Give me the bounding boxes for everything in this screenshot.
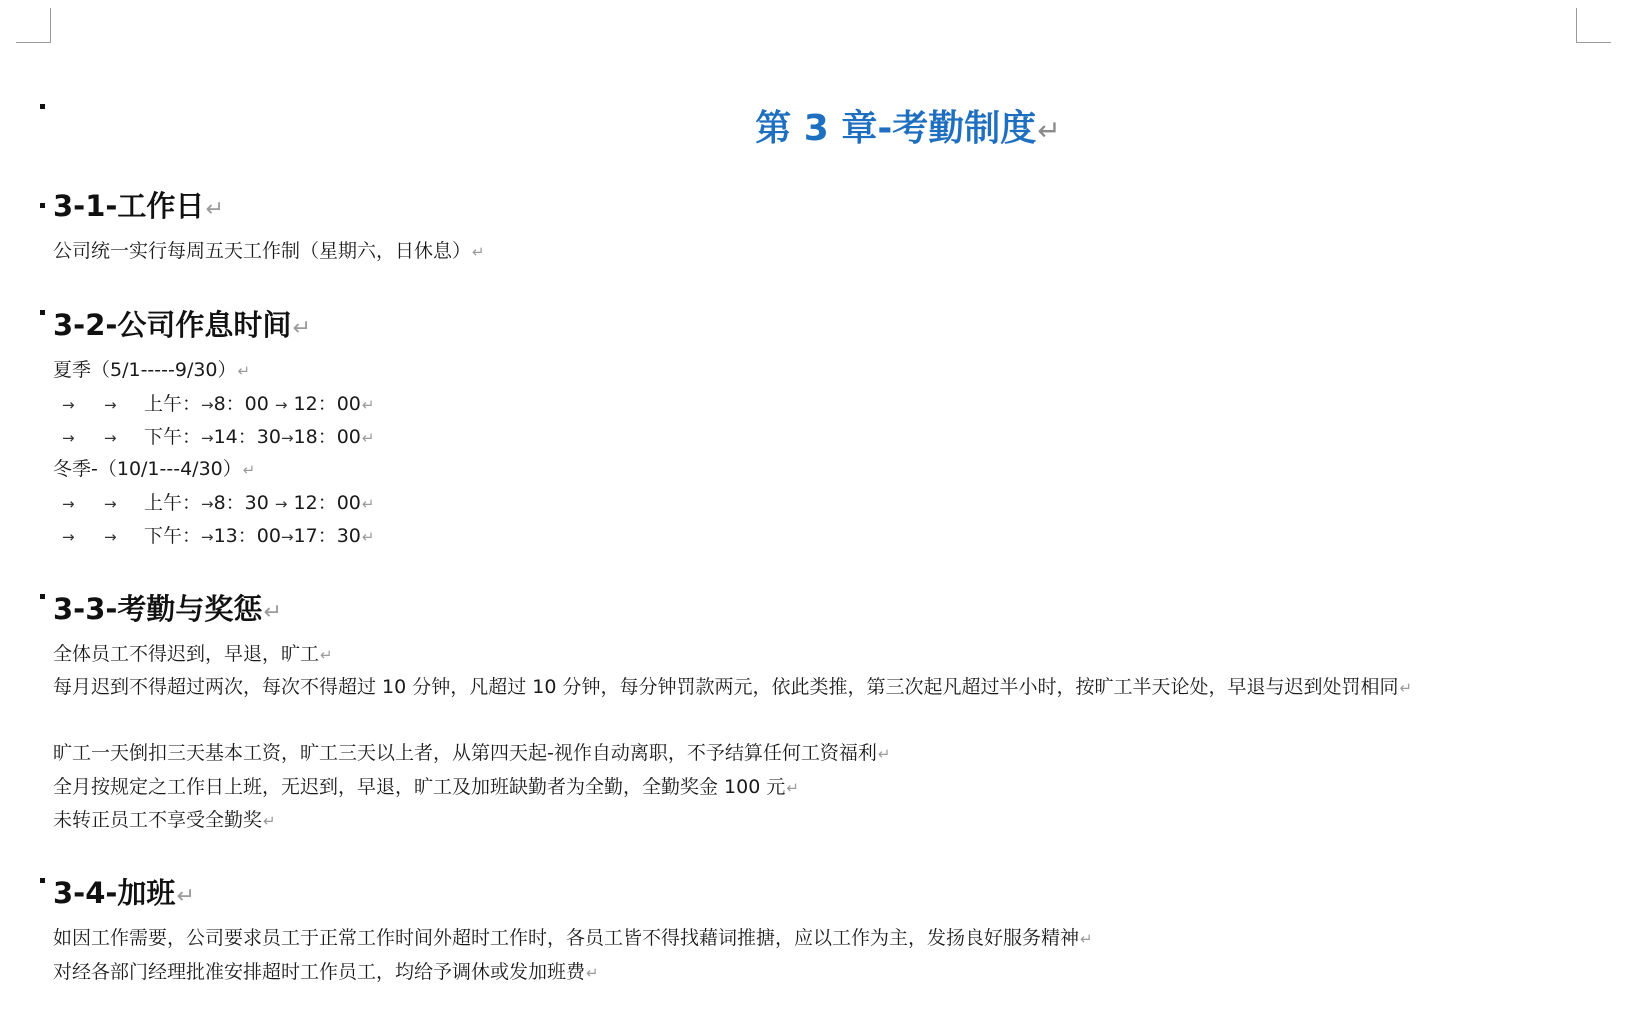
schedule-season-label[interactable]: 夏季（5/1-----9/30）↵ [53,359,251,381]
schedule-row[interactable]: → → 上午：→8：00 → 12：00↵ [62,387,374,422]
crop-mark-top-right [1576,8,1611,43]
paragraph-mark-icon: ↵ [1399,679,1413,697]
tab-arrow-icon: → [62,528,75,546]
body-line[interactable]: 未转正员工不享受全勤奖↵ [53,809,276,831]
tab-arrow-icon: → [274,495,288,513]
body-line[interactable]: 全体员工不得迟到，早退，旷工↵ [53,643,333,665]
paragraph-mark-icon: ↵ [786,779,799,797]
paragraph-mark-icon: ↵ [877,745,891,763]
paragraph-bullet [40,594,45,599]
section-heading[interactable]: 3-1-工作日↵ [53,189,224,223]
paragraph-mark-icon: ↵ [263,600,282,625]
tab-arrow-icon: → [201,429,214,447]
tab-arrow-icon: → [62,429,75,447]
paragraph-mark-icon: ↵ [242,461,256,479]
tab-arrow-icon: → [104,396,117,414]
tab-arrow-icon: → [104,429,117,447]
body-line[interactable]: 旷工一天倒扣三天基本工资，旷工三天以上者，从第四天起-视作自动离职，不予结算任何工资福利↵ [53,742,891,764]
paragraph-mark-icon: ↵ [586,964,599,982]
tab-arrow-icon: → [201,528,214,546]
section-heading[interactable]: 3-3-考勤与奖惩↵ [53,592,282,626]
tab-arrow-icon: → [201,396,214,414]
paragraph-mark-icon: ↵ [361,396,375,414]
tab-arrow-icon: → [280,429,294,447]
section-heading[interactable]: 3-2-公司作息时间↵ [53,308,311,342]
schedule-row[interactable]: → → 上午：→8：30 → 12：00↵ [62,486,374,521]
paragraph-mark-icon: ↵ [1037,114,1061,147]
paragraph-mark-icon: ↵ [361,429,375,447]
tab-arrow-icon: → [104,495,117,513]
body-line[interactable]: 对经各部门经理批准安排超时工作员工，均给予调休或发加班费↵ [53,961,599,983]
body-line[interactable]: 每月迟到不得超过两次，每次不得超过 10 分钟，凡超过 10 分钟，每分钟罚款两元，依此类推，第三次起凡超过半小时，按旷工半天论处，早退与迟到处罚相同↵ [53,676,1413,698]
paragraph-mark-icon: ↵ [205,197,224,222]
schedule-season-label[interactable]: 冬季-（10/1---4/30）↵ [53,458,256,480]
section-heading[interactable]: 3-4-加班↵ [53,876,195,910]
schedule-row[interactable]: → → 下午：→14：30→18：00↵ [62,420,374,455]
tab-arrow-icon: → [62,495,75,513]
paragraph-mark-icon: ↵ [361,495,375,513]
tab-arrow-icon: → [62,396,75,414]
paragraph-mark-icon: ↵ [237,362,251,380]
paragraph-mark-icon: ↵ [263,812,276,830]
paragraph-mark-icon: ↵ [1080,930,1093,948]
schedule-row[interactable]: → → 下午：→13：00→17：30↵ [62,519,374,554]
paragraph-mark-icon: ↵ [292,316,311,341]
paragraph-bullet [40,203,45,208]
crop-mark-top-left [16,8,51,43]
paragraph-bullet [40,310,45,315]
paragraph-mark-icon: ↵ [320,646,333,664]
body-line[interactable]: 全月按规定之工作日上班，无迟到，早退，旷工及加班缺勤者为全勤，全勤奖金 100 元↵ [53,776,799,798]
body-line[interactable]: 如因工作需要，公司要求员工于正常工作时间外超时工作时，各员工皆不得找藉词推搪，应以工作为主，发扬良好服务精神↵ [53,927,1093,949]
paragraph-bullet [40,878,45,883]
paragraph-mark-icon: ↵ [361,528,375,546]
tab-arrow-icon: → [201,495,214,513]
tab-arrow-icon: → [274,396,288,414]
paragraph-mark-icon: ↵ [176,884,195,909]
chapter-title[interactable] [0,104,1626,156]
tab-arrow-icon: → [104,528,117,546]
body-line[interactable]: 公司统一实行每周五天工作制（星期六，日休息）↵ [53,240,485,262]
tab-arrow-icon: → [280,528,294,546]
paragraph-mark-icon: ↵ [472,243,485,261]
chapter-title-text: 第 3 章-考勤制度 [755,108,1037,149]
